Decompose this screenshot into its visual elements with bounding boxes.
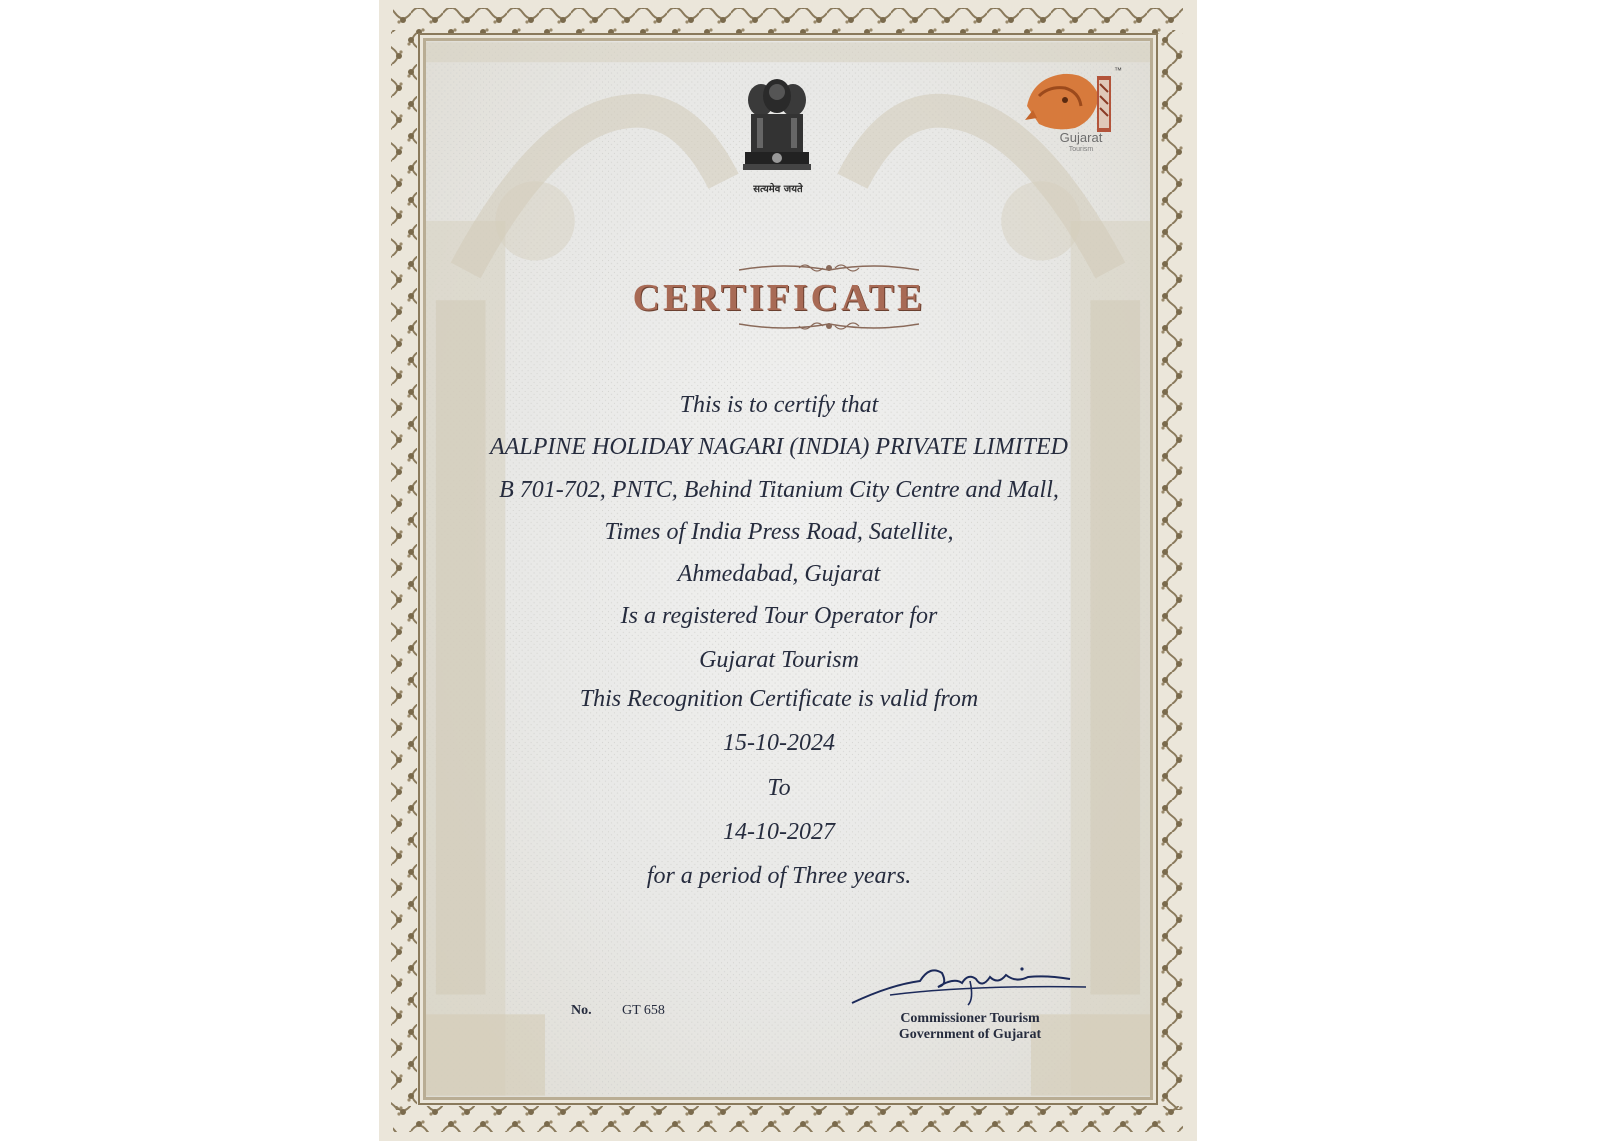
signatory-title: Commissioner Tourism: [900, 1011, 1040, 1026]
cert-line-address-2: Times of India Press Road, Satellite,: [604, 519, 954, 545]
cert-line-company: AALPINE HOLIDAY NAGARI (INDIA) PRIVATE LIMITED: [490, 434, 1068, 460]
certificate-title: CERTIFICATE: [632, 277, 926, 319]
cert-line-address-1: B 701-702, PNTC, Behind Titanium City Centre and Mall,: [499, 477, 1059, 503]
logo-name: Gujarat: [1059, 130, 1103, 145]
cert-line-org: Gujarat Tourism: [699, 647, 859, 673]
cert-line-start-date: 15-10-2024: [723, 730, 835, 756]
cert-line-end-date: 14-10-2027: [723, 819, 835, 845]
cert-line-address-3: Ahmedabad, Gujarat: [677, 561, 881, 587]
cert-line-validity: This Recognition Certificate is valid from: [579, 686, 979, 712]
cert-number-value: GT 658: [622, 1003, 665, 1018]
logo-trademark: ™: [1114, 66, 1122, 75]
commissioner-signature: [850, 955, 1090, 1015]
signatory-org: Government of Gujarat: [898, 1027, 1042, 1042]
cert-line-to: To: [767, 775, 791, 801]
cert-line-registered: Is a registered Tour Operator for: [620, 603, 938, 629]
cert-number-label: No.: [571, 1003, 592, 1018]
cert-line-period: for a period of Three years.: [646, 863, 912, 889]
ashoka-emblem-icon: [741, 78, 813, 198]
cert-line-intro: This is to certify that: [679, 392, 879, 418]
emblem-motto: सत्यमेव जयते: [753, 184, 803, 195]
logo-subtitle: Tourism: [1068, 146, 1094, 153]
